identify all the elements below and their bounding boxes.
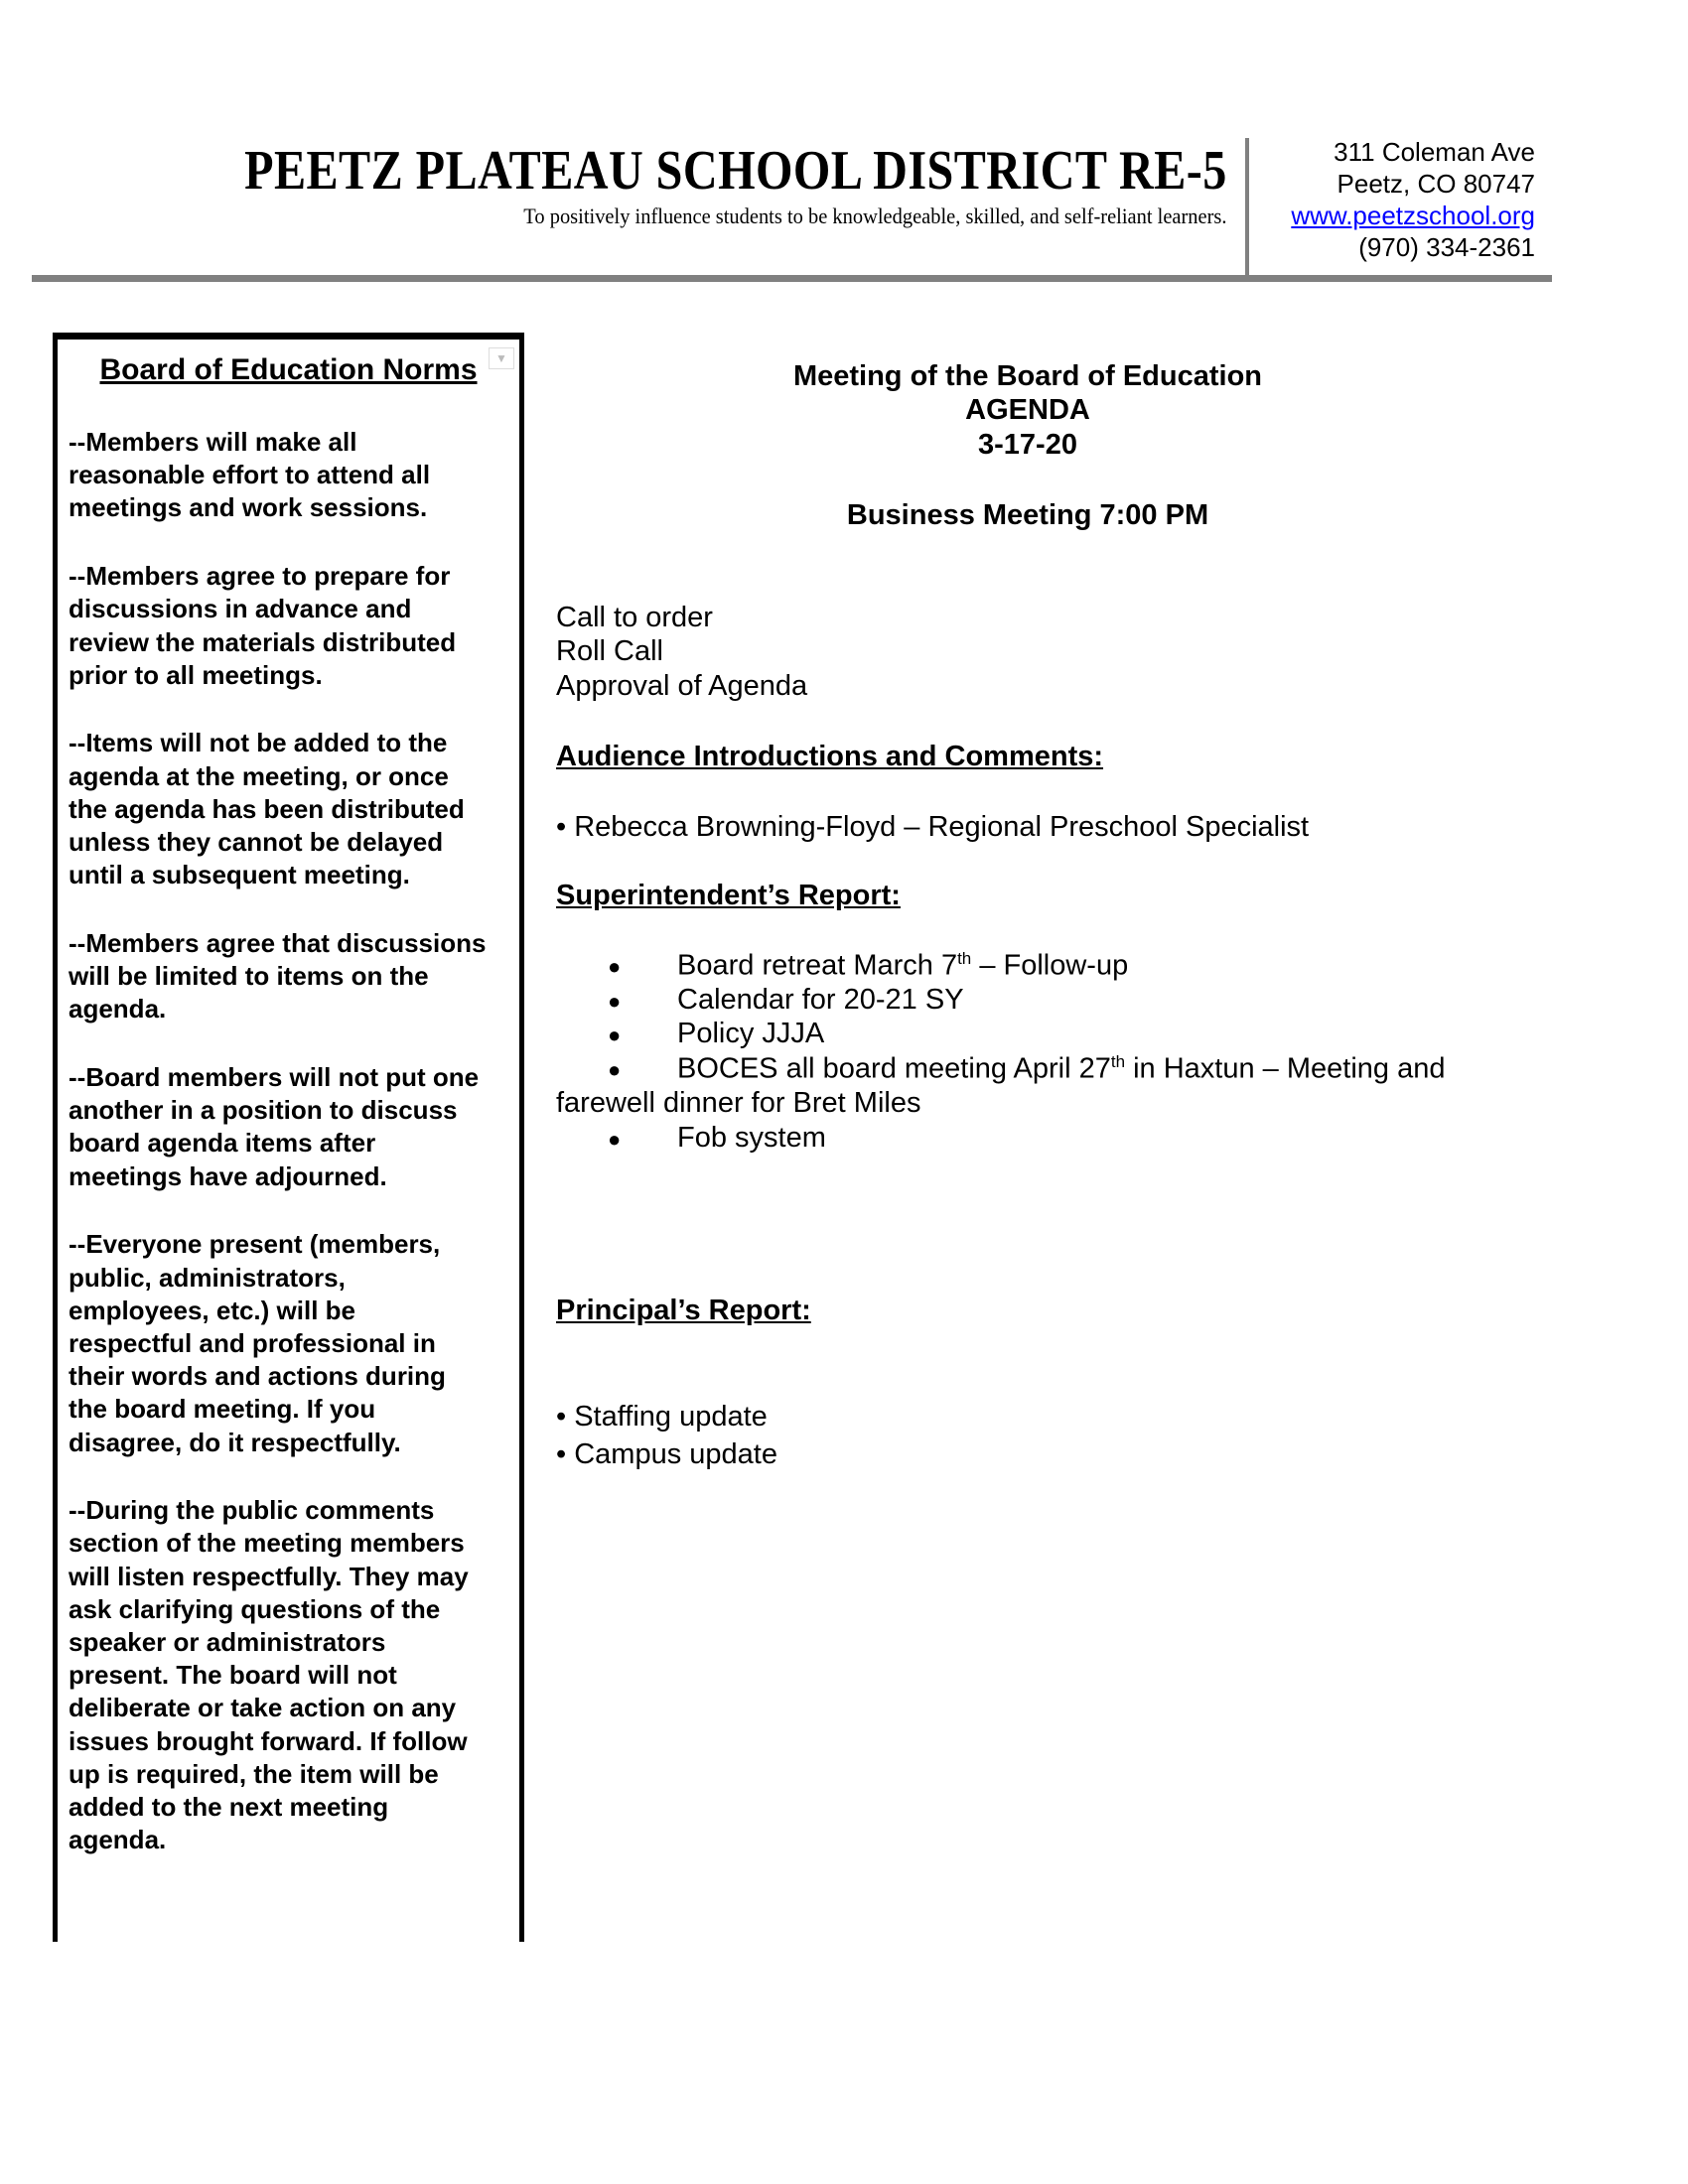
norm-line: --Items will not be added to the <box>69 728 448 758</box>
norm-line: prior to all meetings. <box>69 659 323 690</box>
address-line2: Peetz, CO 80747 <box>1336 169 1535 199</box>
principal-item <box>556 1438 777 1471</box>
norm-line: --Members agree that discussions <box>69 927 487 958</box>
audience-item-text: Rebecca Browning-Floyd – Regional Preschool Specialist <box>574 811 1310 843</box>
bullet-icon: ● <box>608 1057 622 1083</box>
header-rule <box>32 275 1552 282</box>
norm-line: public, administrators, <box>69 1262 346 1293</box>
norm-line: reasonable effort to attend all <box>69 460 431 490</box>
norm-line: issues brought forward. If follow <box>69 1725 468 1756</box>
audience-heading: Audience Introductions and Comments: <box>556 741 1104 772</box>
meeting-heading: Meeting of the Board of Education <box>792 360 1263 392</box>
norm-line: will listen respectfully. They may <box>69 1561 469 1591</box>
bullet-icon: ● <box>608 954 622 979</box>
superintendent-item <box>677 1052 1445 1086</box>
superintendent-item-continued: farewell dinner for Bret Miles <box>556 1086 921 1119</box>
norm-line: board agenda items after <box>69 1128 376 1159</box>
norm-line: another in a position to discuss <box>69 1095 458 1126</box>
norm-line: unless they cannot be delayed <box>69 827 444 857</box>
item-text: Board retreat March 7 <box>677 949 958 982</box>
district-title: PEETZ PLATEAU SCHOOL DISTRICT RE-5 <box>244 140 1227 202</box>
norm-line: disagree, do it respectfully. <box>69 1427 401 1457</box>
ordinal-suffix: th <box>1110 1052 1126 1072</box>
norm-line: present. The board will not <box>69 1660 397 1691</box>
item-text: – Follow-up <box>971 949 1129 982</box>
bullet-icon: • <box>556 811 567 843</box>
business-meeting-time: Business Meeting 7:00 PM <box>846 499 1209 531</box>
norm-line: agenda. <box>69 1825 167 1855</box>
norm-line: ask clarifying questions of the <box>69 1593 441 1624</box>
meeting-date: 3-17-20 <box>978 429 1077 461</box>
norms-title: Board of Education Norms <box>99 353 478 386</box>
bullet-icon: ● <box>608 1023 622 1048</box>
norm-line: agenda. <box>69 994 167 1024</box>
norm-line: deliberate or take action on any <box>69 1693 457 1723</box>
norm-line: speaker or administrators <box>69 1627 386 1657</box>
bullet-icon: ● <box>608 988 622 1014</box>
item-approval-of-agenda: Approval of Agenda <box>556 670 808 702</box>
item-call-to-order: Call to order <box>556 602 713 633</box>
dropdown-arrow-icon[interactable]: ▼ <box>489 347 514 369</box>
superintendent-heading: Superintendent’s Report: <box>556 880 901 911</box>
item-text: Policy JJJA <box>677 1018 825 1050</box>
item-text: Calendar for 20-21 SY <box>677 983 964 1016</box>
agenda-heading: AGENDA <box>965 394 1090 426</box>
norm-line: their words and actions during <box>69 1361 446 1392</box>
district-tagline: To positively influence students to be knowledgeable, skilled, and self-reliant learners. <box>523 204 1227 228</box>
principal-item-text: Staffing update <box>574 1401 768 1433</box>
principal-item-text: Campus update <box>574 1438 777 1470</box>
website-link[interactable]: www.peetzschool.org <box>1291 201 1535 230</box>
ordinal-suffix: th <box>957 949 972 968</box>
item-text: in Haxtun – Meeting and <box>1125 1052 1446 1085</box>
norm-line: --Members agree to prepare for <box>69 561 451 592</box>
norm-line: added to the next meeting <box>69 1792 389 1822</box>
norm-line: the agenda has been distributed <box>69 793 465 824</box>
norm-line: the board meeting. If you <box>69 1394 376 1425</box>
item-text: BOCES all board meeting April 27 <box>677 1052 1111 1085</box>
norm-line: --Everyone present (members, <box>69 1229 441 1260</box>
superintendent-item <box>677 984 964 1017</box>
audience-item <box>556 811 1309 844</box>
norm-line: agenda at the meeting, or once <box>69 760 449 791</box>
norm-line: --Board members will not put one <box>69 1062 480 1092</box>
principal-item <box>556 1401 768 1433</box>
bullet-icon: • <box>556 1401 567 1433</box>
bullet-icon: ● <box>608 1126 622 1152</box>
item-roll-call: Roll Call <box>556 635 663 667</box>
norm-line: until a subsequent meeting. <box>69 860 410 890</box>
norm-line: review the materials distributed <box>69 626 457 657</box>
superintendent-item <box>677 1018 824 1050</box>
bullet-icon: • <box>556 1438 567 1470</box>
norm-line: discussions in advance and <box>69 594 412 624</box>
superintendent-item <box>677 1122 826 1155</box>
norm-line: --Members will make all <box>69 427 357 457</box>
norm-line: meetings have adjourned. <box>69 1160 387 1191</box>
norm-line: employees, etc.) will be <box>69 1295 355 1325</box>
norm-line: --During the public comments <box>69 1495 435 1526</box>
norm-line: will be limited to items on the <box>69 961 429 992</box>
phone-number: (970) 334-2361 <box>1358 232 1535 262</box>
norm-line: respectful and professional in <box>69 1327 436 1358</box>
address-line1: 311 Coleman Ave <box>1334 137 1535 167</box>
principal-heading: Principal’s Report: <box>556 1295 811 1326</box>
header-divider <box>1245 138 1249 277</box>
norm-line: section of the meeting members <box>69 1528 465 1559</box>
superintendent-item <box>677 949 1128 983</box>
norm-line: up is required, the item will be <box>69 1758 439 1789</box>
norm-line: meetings and work sessions. <box>69 492 428 523</box>
item-text: Fob system <box>677 1121 826 1154</box>
